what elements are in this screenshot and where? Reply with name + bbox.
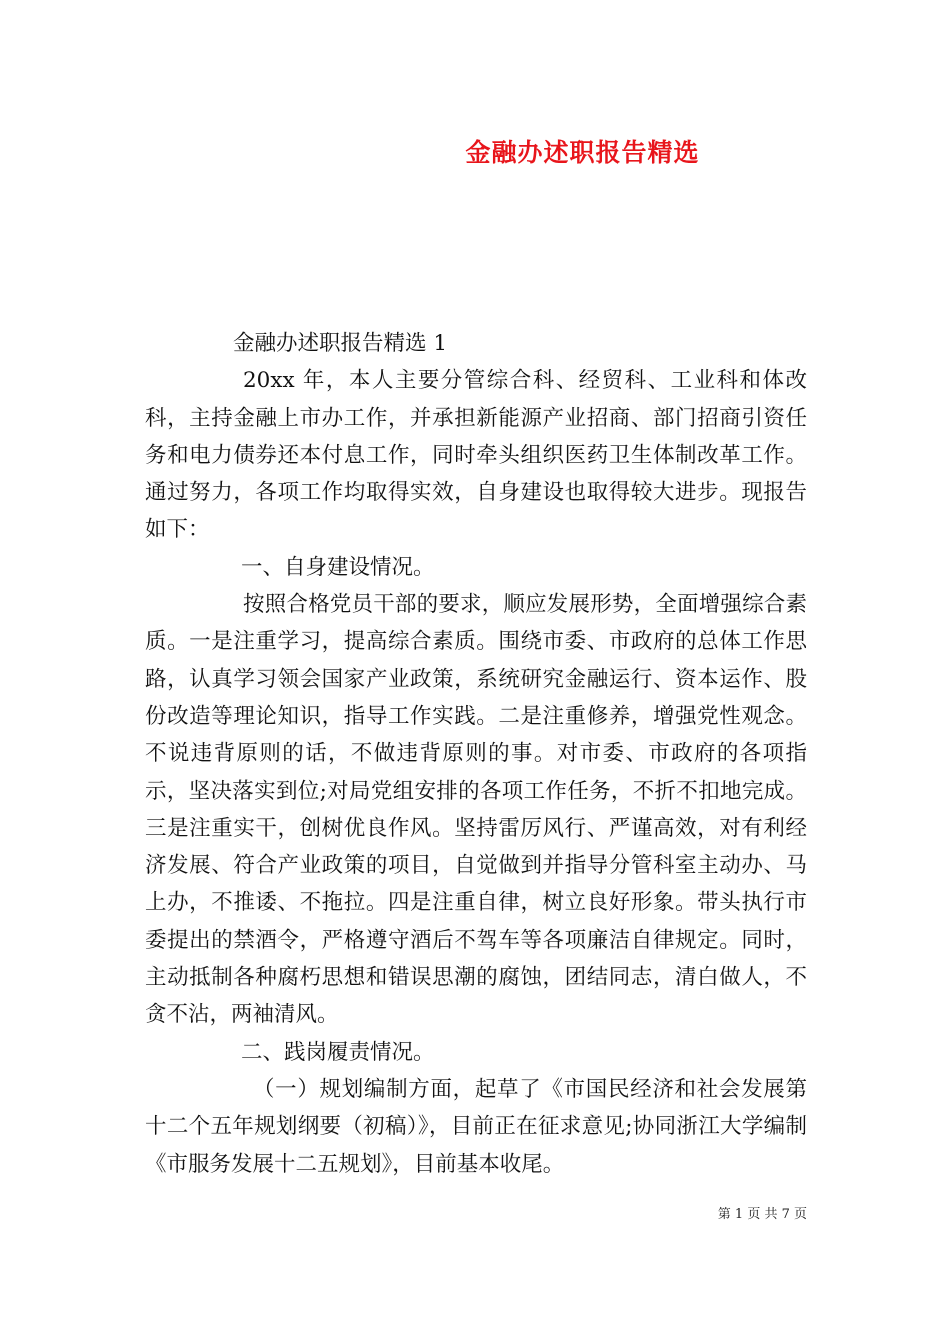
paragraph-intro: 20xx 年，本人主要分管综合科、经贸科、工业科和体改科，主持金融上市办工作，并承担新能源产业招商、部门招商引资任务和电力债券还本付息工作，同时牵头组织医药卫生体制改革工作。通过努力，各项工作均取得实效，自身建设也取得较大进步。现报告如下：: [145, 368, 807, 543]
section-subtitle: 金融办述职报告精选 1: [233, 331, 448, 356]
document-title: 金融办述职报告精选: [465, 138, 700, 167]
heading-self-construction: 一、自身建设情况。: [241, 554, 435, 580]
heading-duty-performance: 二、践岗履责情况。: [241, 1039, 435, 1065]
paragraph-self-construction: 按照合格党员干部的要求，顺应发展形势，全面增强综合素质。一是注重学习，提高综合素质。围绕市委、市政府的总体工作思路，认真学习领会国家产业政策，系统研究金融运行、资本运作、股份改造等理论知识，指导工作实践。二是注重修养，增强党性观念。不说违背原则的话，不做违背原则的事。对市委、市政府的各项指示，坚决落实到位;对局党组安排的各项工作任务，不折不扣地完成。三是注重实干，创树优良作风。坚持雷厉风行、严谨高效，对有利经济发展、符合产业政策的项目，自觉做到并指导分管科室主动办、马上办，不推诿、不拖拉。四是注重自律，树立良好形象。带头执行市委提出的禁酒令，严格遵守酒后不驾车等各项廉洁自律规定。同时，主动抵制各种腐朽思想和错误思潮的腐蚀，团结同志，清白做人，不贪不沾，两袖清风。: [145, 592, 807, 1028]
page-number-footer: 第 1 页 共 7 页: [717, 1207, 807, 1222]
document-body: [145, 325, 807, 1183]
paragraph-planning: （一）规划编制方面，起草了《市国民经济和社会发展第十二个五年规划纲要（初稿）》，目前正在征求意见;协同浙江大学编制《市服务发展十二五规划》，目前基本收尾。: [145, 1076, 807, 1177]
